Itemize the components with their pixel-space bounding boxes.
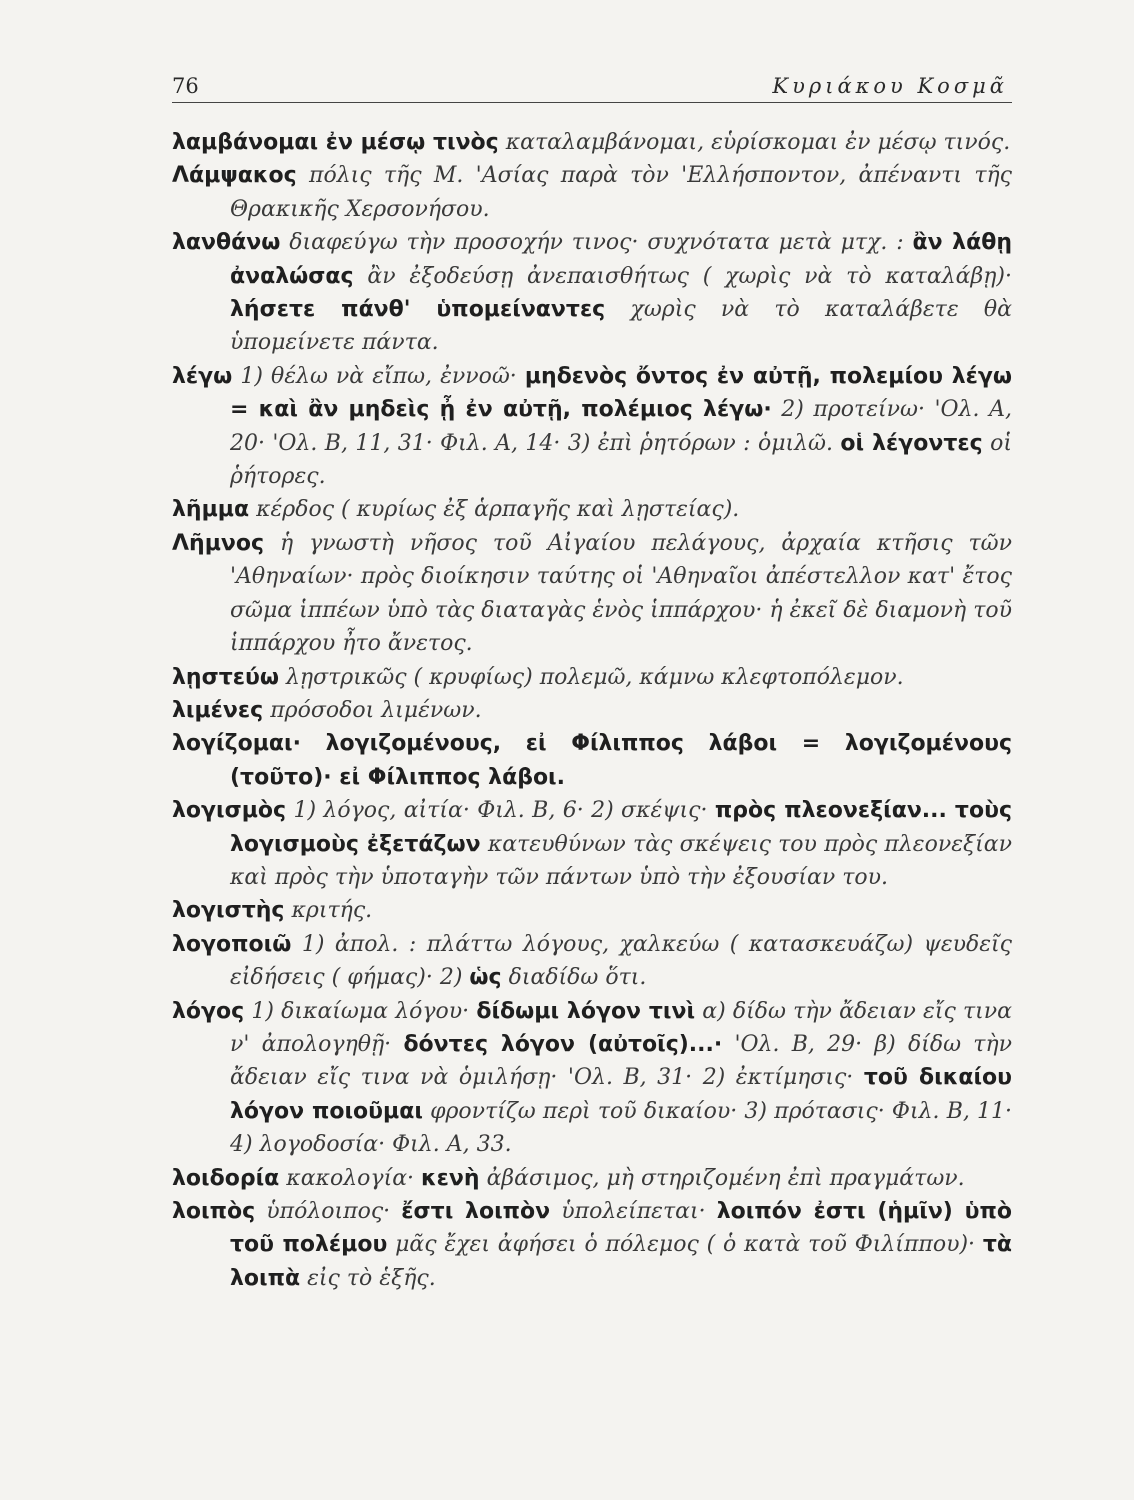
running-head: Κυριάκου Κοσμᾶ: [772, 74, 1008, 98]
page-number: 76: [172, 74, 199, 98]
headword: λοιδορία: [172, 1165, 280, 1191]
glossary-entry: [172, 794, 1012, 894]
glossary-entries: [172, 126, 1012, 1295]
phrase-bold: ὡς: [469, 965, 502, 991]
definition-text: α) δίδω τὴν ἄδειαν εἴς τινα ν' ἀπολογηθῇ·: [230, 998, 1012, 1057]
definition-text: 1) θέλω νὰ εἴπω, ἐννοῶ·: [232, 363, 525, 389]
headword: λογισμὸς: [172, 798, 287, 824]
headword: λῆμμα: [172, 497, 250, 523]
definition-text: κέρδος ( κυρίως ἐξ ἁρπαγῆς καὶ λῃστείας).: [249, 497, 740, 523]
definition-text: πρόσοδοι λιμένων.: [263, 697, 482, 723]
phrase-bold: τοῦ δικαίου λόγον ποιοῦμαι: [230, 1065, 1012, 1124]
phrase-bold: ἔστι λοιπὸν: [401, 1199, 551, 1224]
definition-text: πόλις τῆς Μ. 'Ασίας παρὰ τὸν 'Ελλήσποντον, ἀπέναντι τῆς Θρακικῆς Χερσονήσου.: [230, 163, 1012, 222]
definition-text: καταλαμβάνομαι, εὑρίσκομαι ἐν μέσῳ τινός.: [498, 130, 1011, 155]
definition-text: διαφεύγω τὴν προσοχήν τινος· συχνότατα μετὰ μτχ. :: [280, 230, 913, 256]
glossary-entry: [172, 1162, 1012, 1195]
definition-text: εἰς τὸ ἑξῆς.: [300, 1265, 436, 1291]
headword: λέγω: [172, 363, 233, 389]
phrase-bold: κενὴ: [421, 1165, 480, 1191]
headword: λαμβάνομαι ἐν μέσῳ τινὸς: [172, 130, 499, 155]
phrase-bold: μηδενὸς ὄντος ἐν αὐτῇ, πολεμίου λέγω = καὶ ἂν μηδεὶς ᾖ ἐν αὐτῇ, πολέμιος λέγω·: [230, 363, 1012, 423]
phrase-bold: λήσετε πάνθ' ὑπομείναντες: [230, 297, 606, 323]
definition-text: 1) δικαίωμα λόγου·: [244, 998, 477, 1024]
glossary-entry: [172, 226, 1012, 360]
glossary-entry: [172, 493, 1012, 526]
definition-text: 1) ἀπολ. : πλάττω λόγους, χαλκεύω ( κατασκευάζω) ψευδεῖς εἰδήσεις ( φήμας)· 2): [230, 931, 1012, 991]
glossary-entry: [172, 126, 1012, 159]
glossary-entry: [172, 928, 1012, 995]
headword: λόγος: [172, 998, 245, 1024]
definition-text: λῃστρικῶς ( κρυφίως) πολεμῶ, κάμνω κλεφτοπόλεμον.: [278, 664, 904, 690]
headword: Λάμψακος: [172, 163, 297, 189]
headword: λογοποιῶ: [172, 931, 292, 957]
definition-text: μᾶς ἔχει ἀφήσει ὁ πόλεμος ( ὁ κατὰ τοῦ Φιλίππου)·: [387, 1232, 983, 1258]
glossary-entry: [172, 727, 1012, 794]
definition-text: ἡ γνωστὴ νῆσος τοῦ Αἰγαίου πελάγους, ἀρχαία κτῆσις τῶν 'Αθηναίων· πρὸς διοίκησιν ταύτης οἱ 'Αθηναῖοι ἀπέστελλον κατ' ἔτος σῶμα ἱππέων ὑπὸ τὰς διαταγὰς ἑνὸς ἱππάρχου· ἡ ἐκεῖ δὲ διαμονὴ τοῦ ἱππάρχου ἦτο ἄνετος.: [230, 530, 1012, 657]
definition-text: ἀβάσιμος, μὴ στηριζομένη ἐπὶ πραγμάτων.: [479, 1165, 965, 1191]
definition-text: οἱ ῥήτορες.: [230, 430, 1012, 490]
glossary-entry: [172, 894, 1012, 927]
glossary-entry: [172, 661, 1012, 694]
glossary-entry: [172, 694, 1012, 727]
headword: λογίζομαι· λογιζομένους, εἰ Φίλιππος λάβοι = λογιζομένους (τοῦτο)· εἰ Φίλιππος λάβοι.: [172, 731, 1012, 790]
headword: λογιστὴς: [172, 898, 285, 924]
glossary-entry: [172, 360, 1012, 494]
headword: λιμένες: [172, 697, 264, 723]
phrase-bold: δόντες λόγον (αὐτοῖς)...·: [403, 1031, 723, 1057]
definition-text: ὑπόλοιπος·: [255, 1199, 402, 1224]
headword: λανθάνω: [172, 230, 281, 256]
definition-text: χωρὶς νὰ τὸ καταλάβετε θὰ ὑπομείνετε πάντα.: [230, 297, 1012, 356]
definition-text: ὑπολείπεται·: [550, 1199, 717, 1224]
definition-text: κακολογία·: [279, 1165, 422, 1191]
phrase-bold: τὰ λοιπὰ: [230, 1232, 1013, 1291]
definition-text: 1) λόγος, αἰτία· Φιλ. Β, 6· 2) σκέψις·: [286, 798, 715, 824]
headword: Λῆμνος: [172, 530, 265, 556]
headword: λῃστεύω: [172, 664, 279, 690]
definition-text: ἂν ἐξοδεύσῃ ἀνεπαισθήτως ( χωρὶς νὰ τὸ καταλάβῃ)·: [353, 263, 1012, 289]
headword: λοιπὸς: [172, 1199, 256, 1224]
phrase-bold: ἂν λάθῃ ἀναλώσας: [230, 230, 1012, 289]
definition-text: 2) προτείνω· 'Ολ. Α, 20· 'Ολ. Β, 11, 31· Φιλ. Α, 14· 3) ἐπὶ ῥητόρων : ὁμιλῶ.: [230, 397, 1012, 456]
phrase-bold: δίδωμι λόγον τινὶ: [476, 998, 696, 1024]
definition-text: φροντίζω περὶ τοῦ δικαίου· 3) πρότασις· Φιλ. Β, 11· 4) λογοδοσία· Φιλ. Α, 33.: [230, 1098, 1013, 1158]
page-header: [172, 70, 1012, 103]
definition-text: κριτής.: [284, 898, 373, 924]
definition-text: κατευθύνων τὰς σκέψεις του πρὸς πλεονεξίαν καὶ πρὸς τὴν ὑποταγὴν τῶν πάντων ὑπὸ τὴν ἐξουσίαν του.: [230, 831, 1012, 890]
definition-text: διαδίδω ὅτι.: [501, 965, 647, 991]
phrase-bold: οἱ λέγοντες: [840, 430, 983, 456]
glossary-entry: [172, 995, 1012, 1162]
phrase-bold: λοιπόν ἐστι (ἡμῖν) ὑπὸ τοῦ πολέμου: [230, 1199, 1012, 1258]
phrase-bold: πρὸς πλεονεξίαν... τοὺς λογισμοὺς ἐξετάζων: [230, 798, 1012, 857]
definition-text: 'Ολ. Β, 29· β) δίδω τὴν ἄδειαν εἴς τινα νὰ ὁμιλήσῃ· 'Ολ. Β, 31· 2) ἐκτίμησις·: [230, 1031, 1012, 1091]
glossary-entry: [172, 159, 1012, 226]
glossary-entry: [172, 527, 1012, 661]
glossary-entry: [172, 1195, 1012, 1295]
